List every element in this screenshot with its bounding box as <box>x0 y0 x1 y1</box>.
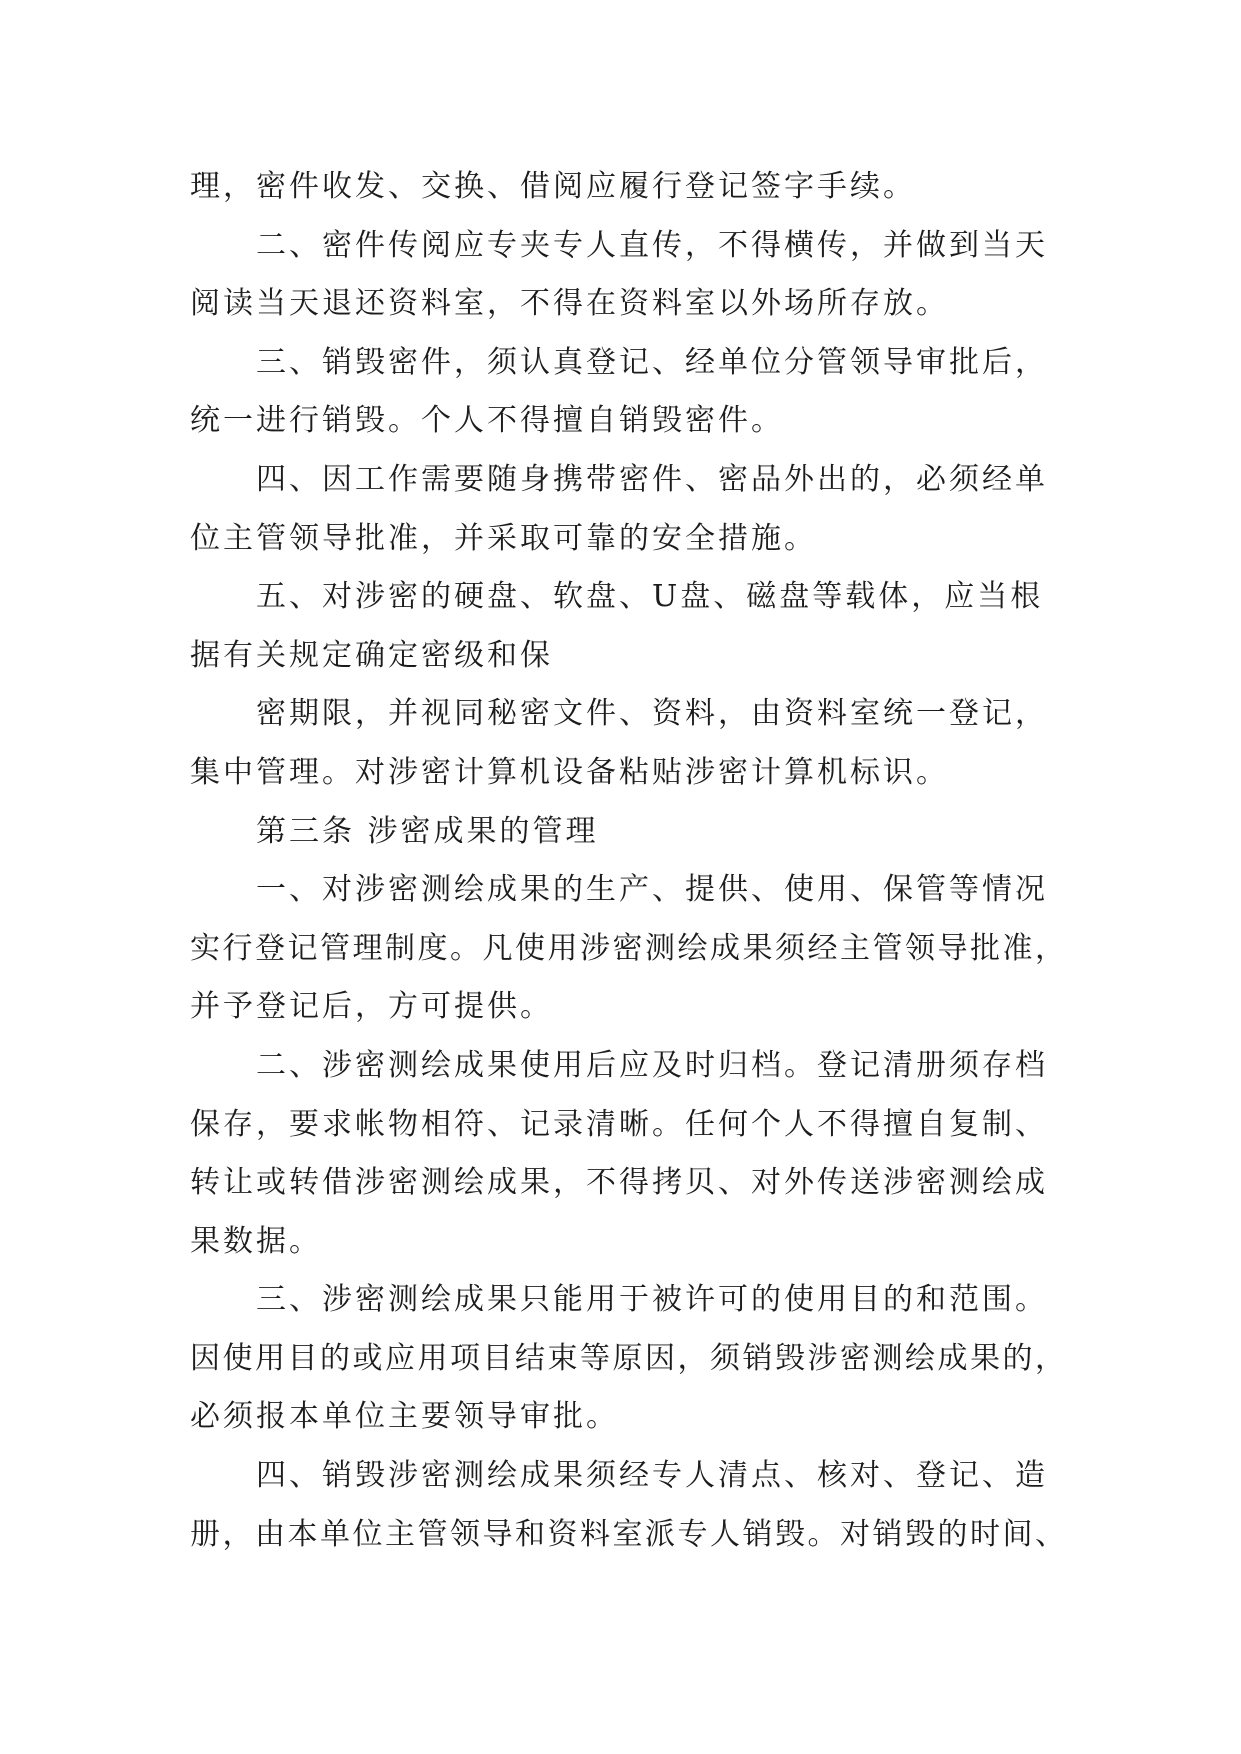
text-line: 二、密件传阅应专夹专人直传，不得横传，并做到当天 <box>256 227 1048 263</box>
text-line: 二、涉密测绘成果使用后应及时归档。登记清册须存档 <box>256 1047 1048 1083</box>
text-line: 果数据。 <box>190 1223 322 1259</box>
text-line: 转让或转借涉密测绘成果，不得拷贝、对外传送涉密测绘成 <box>190 1165 1048 1201</box>
text-line: 实行登记管理制度。凡使用涉密测绘成果须经主管领导批准， <box>190 930 1068 966</box>
text-line: 三、销毁密件，须认真登记、经单位分管领导审批后， <box>256 344 1048 380</box>
text-line: 五、对涉密的硬盘、软盘、U盘、磁盘等载体，应当根 <box>256 579 1044 615</box>
text-line: 三、涉密测绘成果只能用于被许可的使用目的和范围。 <box>256 1282 1048 1318</box>
text-line: 必须报本单位主要领导审批。 <box>190 1399 619 1435</box>
document-body <box>190 158 1070 1564</box>
text-line: 集中管理。对涉密计算机设备粘贴涉密计算机标识。 <box>190 754 949 790</box>
text-line: 并予登记后，方可提供。 <box>190 989 553 1025</box>
text-line: 密期限，并视同秘密文件、资料，由资料室统一登记， <box>256 696 1048 732</box>
text-line: 四、销毁涉密测绘成果须经专人清点、核对、登记、造 <box>256 1458 1048 1494</box>
text-line: 位主管领导批准，并采取可靠的安全措施。 <box>190 520 817 556</box>
text-line: 据有关规定确定密级和保 <box>190 637 553 673</box>
text-line: 一、对涉密测绘成果的生产、提供、使用、保管等情况 <box>256 872 1048 908</box>
text-line: 四、因工作需要随身携带密件、密品外出的，必须经单 <box>256 461 1048 497</box>
text-line: 理，密件收发、交换、借阅应履行登记签字手续。 <box>190 169 916 204</box>
text-line: 保存，要求帐物相符、记录清晰。任何个人不得擅自复制、 <box>190 1106 1048 1142</box>
text-line: 统一进行销毁。个人不得擅自销毁密件。 <box>190 403 784 439</box>
text-line: 册，由本单位主管领导和资料室派专人销毁。对销毁的时间、 <box>190 1516 1068 1552</box>
text-line: 因使用目的或应用项目结束等原因，须销毁涉密测绘成果的， <box>190 1340 1068 1376</box>
text-line: 第三条 涉密成果的管理 <box>256 813 599 849</box>
text-line: 阅读当天退还资料室，不得在资料室以外场所存放。 <box>190 286 949 322</box>
